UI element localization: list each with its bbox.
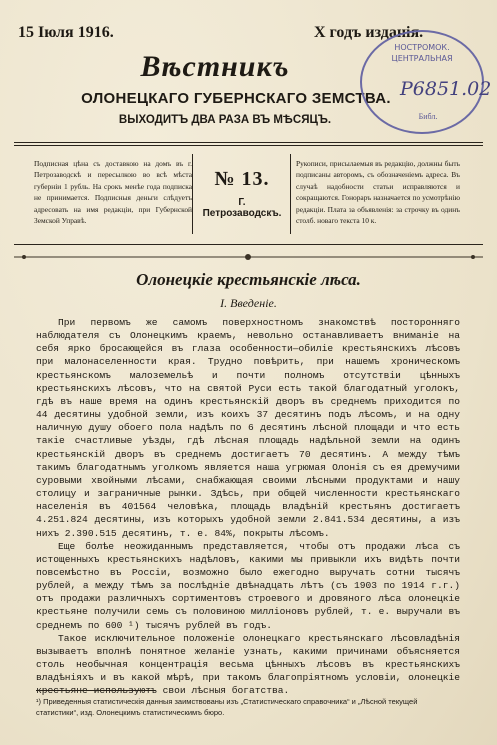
ornament-rule-icon (14, 252, 483, 262)
article-paragraph: Такое исключительное положеніе олонецкаго крестьянскаго лѣсовладѣнія вызываетъ вполнѣ понятное желаніе узнать, какими причинами объясняется столь необычная концентрація весьма цѣнныхъ лѣсовъ въ крестьянскихъ владѣніяхъ и въ какой мѣрѣ, при такомъ благопріятномъ условіи, олонецкіе крестьяне используютъ свои лѣсныя богатства. (36, 632, 460, 697)
footnote: ¹) Приведенныя статистическія данныя заимствованы изъ „Статистическаго справочника“ и „Лѣсной текущей статистики“, изд. Олонецкимъ статистическимъ бюро. (36, 697, 418, 717)
publication-frequency: ВЫХОДИТЪ ДВА РАЗА ВЪ МѢСЯЦЪ. (118, 114, 332, 126)
info-divider-left (192, 154, 193, 234)
publication-year: Х годъ изданія. (314, 24, 424, 41)
subscription-info: Подписная цѣна съ доставкою на домъ въ г. Петрозаводскѣ и пересылкою во всѣ мѣста губерніи 1 рубль. На срокъ менѣе года подписка не принимается. Подписныя деньги слѣдуетъ адресовать на имя редакціи, при Губернской Земской Управѣ. (34, 159, 192, 226)
masthead-subtitle: ОЛОНЕЦКАГО ГУБЕРНСКАГО ЗЕМСТВА. (81, 90, 391, 107)
stamp-text: НОСТРОМОК. ЦЕНТРАЛЬНАЯ (391, 43, 453, 63)
stamp-handwritten-number: P6851.02 (400, 78, 492, 100)
info-divider-right (290, 154, 291, 234)
article-title: Олонецкіе крестьянскіе лѣса. (136, 270, 361, 289)
article-paragraph: При первомъ же самомъ поверхностномъ знакомствѣ посторонняго наблюдателя съ Олонецкимъ краемъ, невольно останавливаетъ вниманіе на себя ярко бросающейся въ глаза особенности—обиліе крестьянскихъ лѣсовъ при малонаселенности края. Трудно повѣрить, при нашемъ хроническомъ крестьянскомъ малоземельѣ и почти полномъ отсутствіи цѣнныхъ крестьянскихъ лѣсовъ, что на святой Руси есть такой благодатный уголокъ, гдѣ въ наше время на одинъ крестьянскій дворъ въ среднемъ приходится по 44 десятины удобной земли, изъ коихъ 37 десятинъ подъ лѣсомъ, и на одну наличную душу обоего пола надѣлъ по 6 десятинъ лѣсной площади и что есть такіе счастливые уѣзды, гдѣ лѣсная площадь надѣльной земли на одинъ крестьянскій дворъ въ среднемъ достигаетъ 70 десятинъ. А между тѣмъ такимъ благодатнымъ уголкомъ является наша угрюмая Олонія съ ея дремучими суровыми хвойными лѣсами, снабжающая своими лѣсными продуктами и нашу столицу и заграничные рынки. Здѣсь, при общей численности крестьянскаго населенія въ 401564 человѣка, площадь владѣній крестьянъ достигаетъ 4.251.824 десятины, изъ которыхъ удобной земли 2.841.534 десятины, а изъ нихъ 2.390.515 десятинъ, т. е. 84%, покрыты лѣсомъ. (36, 317, 460, 539)
issue-city: Г. Петрозаводскъ. (202, 197, 282, 219)
library-stamp (360, 30, 492, 134)
footnote-divider (36, 690, 156, 691)
header-divider-top (14, 142, 483, 143)
masthead-title: Вѣстникъ (140, 50, 290, 83)
article-section-heading: I. Введеніе. (220, 296, 277, 310)
header-divider-top-double (14, 145, 483, 146)
stamp-bottom-text: Библ. (418, 112, 438, 121)
info-block (14, 148, 483, 240)
issue-number: № 13. (214, 168, 270, 190)
ornament-divider (14, 252, 483, 260)
info-divider-bottom (14, 244, 483, 245)
issue-number-block (198, 168, 286, 219)
editorial-info: Рукописи, присылаемыя въ редакцію, должны быть подписаны авторомъ, съ обозначеніемъ адреса. Въ случаѣ надобности статьи исправляются и сокращаются. Гонораръ назначается по усмотрѣнію редакціи. Плата за объявленія: за строчку въ одинъ столб. новаго текста 10 к. (296, 159, 460, 226)
article-paragraph: Еще болѣе неожиданнымъ представляется, чтобы отъ продажи лѣса съ истощенныхъ крестьянскихъ надѣловъ, какими мы привыкли ихъ видѣть почти повсемѣстно въ Россіи, возможно было ежегодно выручать сотни тысячъ рублей, а между тѣмъ за послѣдніе двѣнадцать лѣтъ (съ 1903 по 1914 г.г.) отъ продажи различныхъ сортиментовъ строевого и дровяного лѣса олонецкіе крестьяне получили семь съ половиною милліоновъ рублей, т. е. выручали въ среднемъ по 600 ¹) тысячъ рублей въ годъ. (36, 540, 460, 631)
article-body (36, 316, 460, 698)
issue-date: 15 Іюля 1916. (18, 24, 114, 41)
